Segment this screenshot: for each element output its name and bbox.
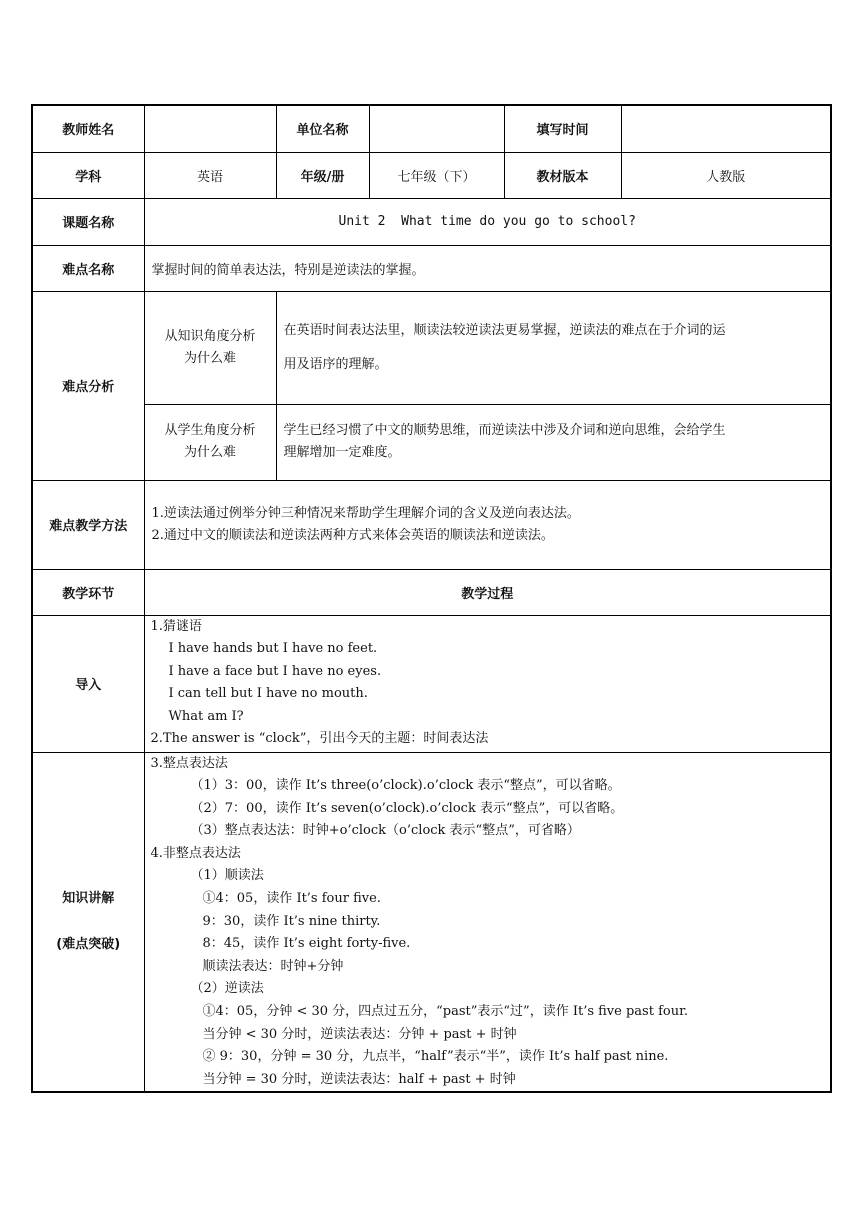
- knowledge-label-line-2: (难点突破): [56, 936, 121, 952]
- student-angle-label-line-2: 为什么难: [183, 445, 236, 460]
- knowledge-line: 8：45，读作 It’s eight forty-five.: [202, 936, 411, 952]
- intro-content: [144, 615, 831, 752]
- topic-value: Unit 2 What time do you go to school?: [144, 198, 831, 245]
- grade-value: 七年级（下）: [369, 152, 504, 198]
- knowledge-content: [144, 752, 831, 1092]
- lesson-plan-table: [31, 104, 832, 1093]
- method-row: [32, 480, 831, 569]
- knowledge-angle-label-line-1: 从知识角度分析: [164, 328, 256, 344]
- knowledge-line: 4.非整点表达法: [150, 845, 241, 861]
- knowledge-angle-text: [276, 291, 831, 404]
- teacher-name-value: [144, 105, 276, 152]
- student-angle-line-2: 理解增加一定难度。: [283, 445, 401, 460]
- intro-line: I can tell but I have no mouth.: [168, 686, 368, 702]
- knowledge-line: （2）7：00，读作 It’s seven(o’clock).o’clock 表示“整点”，可以省略。: [190, 800, 624, 816]
- student-angle-text: [276, 404, 831, 480]
- teacher-name-label: 教师姓名: [32, 105, 144, 152]
- knowledge-line: 顺读法表达：时钟+分钟: [202, 958, 344, 974]
- student-angle-line-1: 学生已经习惯了中文的顺势思维，而逆读法中涉及介词和逆向思维，会给学生: [283, 423, 726, 438]
- knowledge-line: （3）整点表达法：时钟+o’clock（o’clock 表示“整点”，可省略）: [190, 823, 580, 839]
- intro-row: [32, 615, 831, 752]
- subject-label: 学科: [32, 152, 144, 198]
- stage-header-label: 教学环节: [32, 569, 144, 615]
- subject-value: 英语: [144, 152, 276, 198]
- method-line-1: 1.逆读法通过例举分钟三种情况来帮助学生理解介词的含义及逆向表达法。: [151, 505, 580, 521]
- knowledge-angle-line-1: 在英语时间表达法里，顺读法较逆读法更易掌握，逆读法的难点在于介词的运: [283, 322, 726, 338]
- analysis-row-knowledge: [32, 291, 831, 404]
- knowledge-line: ①4：05，读作 It’s four five.: [202, 891, 381, 907]
- intro-label: 导入: [32, 615, 144, 752]
- difficulty-value: 掌握时间的简单表达法，特别是逆读法的掌握。: [144, 245, 831, 291]
- knowledge-angle-label-line-2: 为什么难: [183, 350, 236, 366]
- knowledge-line: 当分钟 < 30 分时，逆读法表达：分钟 + past + 时钟: [202, 1026, 517, 1042]
- knowledge-label: [32, 752, 144, 1092]
- knowledge-row: [32, 752, 831, 1092]
- method-text: [144, 480, 831, 569]
- knowledge-line: 3.整点表达法: [150, 755, 228, 771]
- knowledge-angle-label: [144, 291, 276, 404]
- knowledge-line: （2）逆读法: [190, 981, 264, 997]
- unit-name-label: 单位名称: [276, 105, 369, 152]
- analysis-label: 难点分析: [32, 291, 144, 480]
- intro-line: I have hands but I have no feet.: [168, 641, 378, 657]
- knowledge-line: ② 9：30，分钟 = 30 分，九点半，“half”表示“半”，读作 It’s half past nine.: [202, 1049, 669, 1065]
- header-row-1: [32, 105, 831, 152]
- fill-date-value: [621, 105, 831, 152]
- student-angle-label-line-1: 从学生角度分析: [164, 423, 256, 438]
- analysis-row-student: [32, 404, 831, 480]
- knowledge-line: 9：30，读作 It’s nine thirty.: [202, 913, 381, 929]
- grade-label: 年级/册: [276, 152, 369, 198]
- intro-line: 2.The answer is “clock”，引出今天的主题：时间表达法: [150, 731, 489, 747]
- intro-line: I have a face but I have no eyes.: [168, 663, 382, 679]
- knowledge-line: 当分钟 = 30 分时，逆读法表达：half + past + 时钟: [202, 1071, 516, 1087]
- fill-date-label: 填写时间: [504, 105, 621, 152]
- unit-name-value: [369, 105, 504, 152]
- method-line-2: 2.通过中文的顺读法和逆读法两种方式来体会英语的顺读法和逆读法。: [151, 527, 554, 543]
- knowledge-line: （1）3：00，读作 It’s three(o’clock).o’clock 表示“整点”，可以省略。: [190, 778, 621, 794]
- header-row-2: [32, 152, 831, 198]
- process-header-label: 教学过程: [144, 569, 831, 615]
- knowledge-line: ①4：05，分钟 < 30 分，四点过五分，“past”表示“过”，读作 It’s five past four.: [202, 1004, 688, 1020]
- knowledge-line: （1）顺读法: [190, 868, 264, 884]
- student-angle-label: [144, 404, 276, 480]
- difficulty-row: [32, 245, 831, 291]
- intro-line: 1.猜谜语: [150, 618, 202, 634]
- knowledge-label-line-1: 知识讲解: [62, 890, 115, 906]
- method-label: 难点教学方法: [32, 480, 144, 569]
- edition-value: 人教版: [621, 152, 831, 198]
- edition-label: 教材版本: [504, 152, 621, 198]
- intro-line: What am I?: [168, 708, 244, 724]
- process-header-row: [32, 569, 831, 615]
- difficulty-label: 难点名称: [32, 245, 144, 291]
- knowledge-angle-line-2: 用及语序的理解。: [283, 356, 388, 372]
- topic-label: 课题名称: [32, 198, 144, 245]
- topic-row: [32, 198, 831, 245]
